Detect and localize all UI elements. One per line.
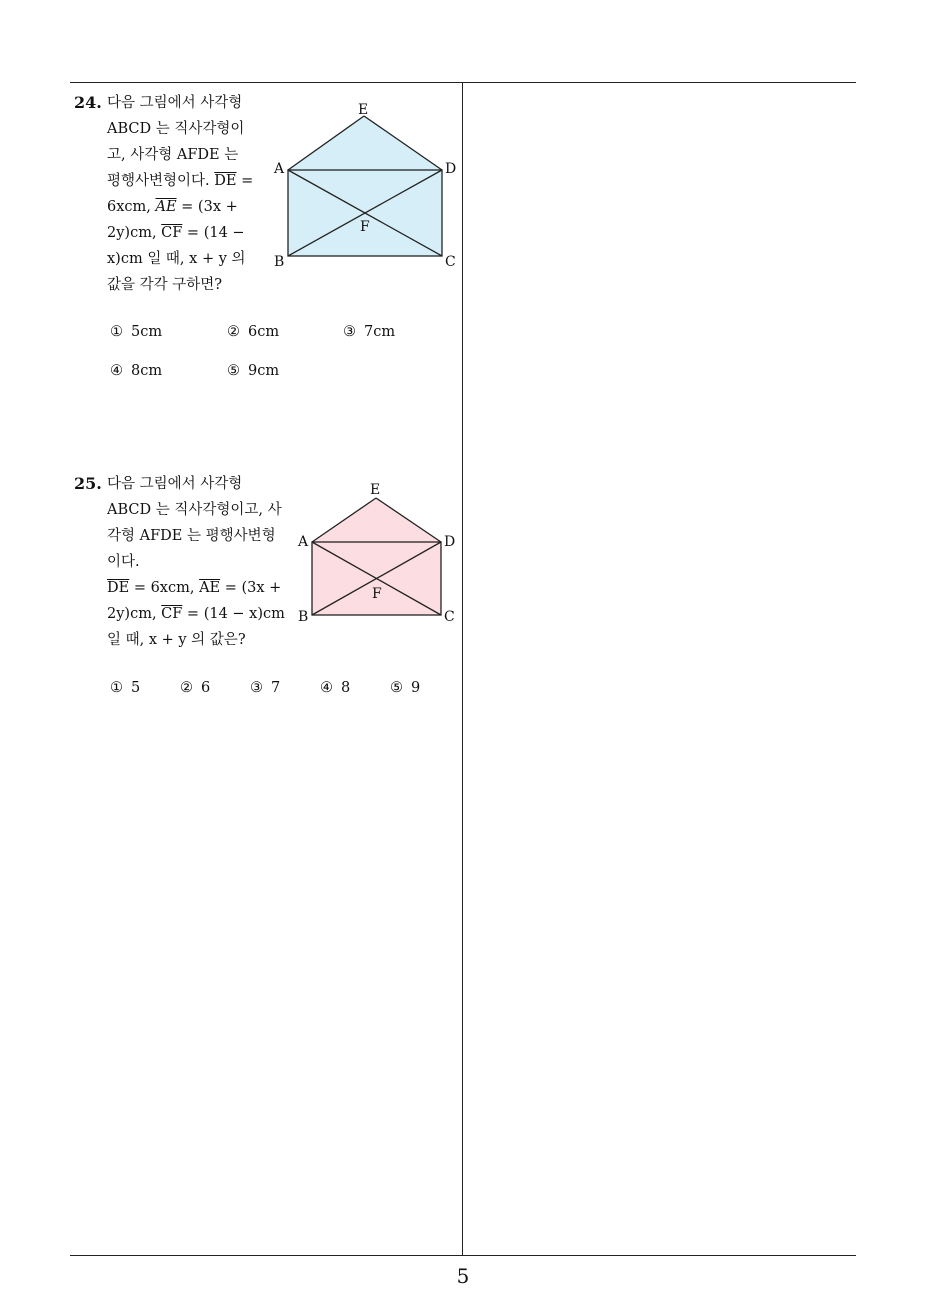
choice-mark: ①	[110, 324, 123, 340]
figure-fill	[288, 116, 442, 256]
choice-25-4[interactable]	[320, 680, 350, 696]
text-line: 고, 사각형 AFDE 는	[107, 147, 239, 163]
choice-mark: ④	[110, 363, 123, 379]
text-line: x)cm 일 때, x + y 의	[107, 251, 246, 267]
choice-label: 9	[411, 680, 421, 696]
choice-24-1[interactable]	[110, 324, 162, 340]
choice-24-5[interactable]	[227, 363, 279, 379]
choice-24-2[interactable]	[227, 324, 279, 340]
choice-mark: ⑤	[227, 363, 240, 379]
choice-label: 8cm	[131, 363, 163, 379]
choice-mark: ②	[227, 324, 240, 340]
label-a: A	[298, 534, 309, 550]
choice-25-5[interactable]	[390, 680, 420, 696]
choice-25-1[interactable]	[110, 680, 140, 696]
question-text	[107, 471, 285, 653]
label-f: F	[372, 586, 382, 602]
question-number: 24.	[74, 93, 102, 112]
choice-mark: ⑤	[390, 680, 403, 696]
text-line: 평행사변형이다. $\overline{DE}$ =	[107, 173, 254, 189]
text-line: 6xcm, $\overline{AE} = (3x$ +	[107, 199, 238, 215]
rectangle-parallelogram-figure	[268, 98, 468, 278]
label-e: E	[358, 102, 369, 118]
choice-label: 7	[271, 680, 281, 696]
choice-mark: ③	[250, 680, 263, 696]
text-line: 다음 그림에서 사각형	[107, 95, 243, 111]
label-c: C	[444, 609, 455, 625]
text-line: 2y)cm, $\overline{CF} = (14 - x)cm$	[107, 606, 285, 622]
text-line: 2y)cm, $\overline{CF} = (14$ −	[107, 225, 245, 241]
question-number: 25.	[74, 474, 102, 493]
choice-24-3[interactable]	[343, 324, 395, 340]
choice-25-3[interactable]	[250, 680, 280, 696]
figure-24	[268, 98, 468, 282]
label-e: E	[370, 482, 381, 498]
choice-mark: ①	[110, 680, 123, 696]
text-line: ABCD 는 직사각형이	[107, 121, 245, 137]
segment-de: $\overline{DE}$	[214, 173, 237, 189]
label-f: F	[360, 219, 370, 235]
bottom-rule	[70, 1255, 856, 1256]
segment-ae: $\overline{AE}$	[155, 199, 177, 215]
figure-25	[296, 478, 466, 632]
segment-cf: $\overline{CF}$	[161, 225, 183, 241]
label-b: B	[298, 609, 309, 625]
segment-de: $\overline{DE}$	[107, 580, 130, 596]
question-text	[107, 90, 253, 298]
text-line: $\overline{DE} = 6xcm$, $\overline{AE} = (3x$ +	[107, 580, 282, 596]
label-c: C	[445, 254, 456, 270]
label-b: B	[274, 254, 285, 270]
choice-mark: ②	[180, 680, 193, 696]
choice-24-4[interactable]	[110, 363, 162, 379]
text-line: 이다.	[107, 554, 140, 570]
text-line: 값을 각각 구하면?	[107, 277, 223, 293]
top-rule	[70, 82, 856, 83]
label-a: A	[274, 161, 285, 177]
choice-mark: ③	[343, 324, 356, 340]
choice-label: 8	[341, 680, 351, 696]
segment-ae: $\overline{AE}$	[199, 580, 221, 596]
rectangle-parallelogram-figure	[296, 478, 466, 628]
page-number: 5	[456, 1264, 470, 1288]
label-d: D	[444, 534, 456, 550]
choice-label: 5	[131, 680, 141, 696]
segment-cf: $\overline{CF}$	[161, 606, 183, 622]
choice-mark: ④	[320, 680, 333, 696]
text-line: 다음 그림에서 사각형	[107, 476, 243, 492]
label-d: D	[445, 161, 457, 177]
text-line: ABCD 는 직사각형이고, 사	[107, 502, 282, 518]
choice-label: 5cm	[131, 324, 163, 340]
text-line: 각형 AFDE 는 평행사변형	[107, 528, 276, 544]
choice-25-2[interactable]	[180, 680, 210, 696]
text-line: 일 때, x + y 의 값은?	[107, 632, 246, 648]
choice-label: 6cm	[248, 324, 280, 340]
choice-label: 9cm	[248, 363, 280, 379]
choice-label: 7cm	[364, 324, 396, 340]
choice-label: 6	[201, 680, 211, 696]
